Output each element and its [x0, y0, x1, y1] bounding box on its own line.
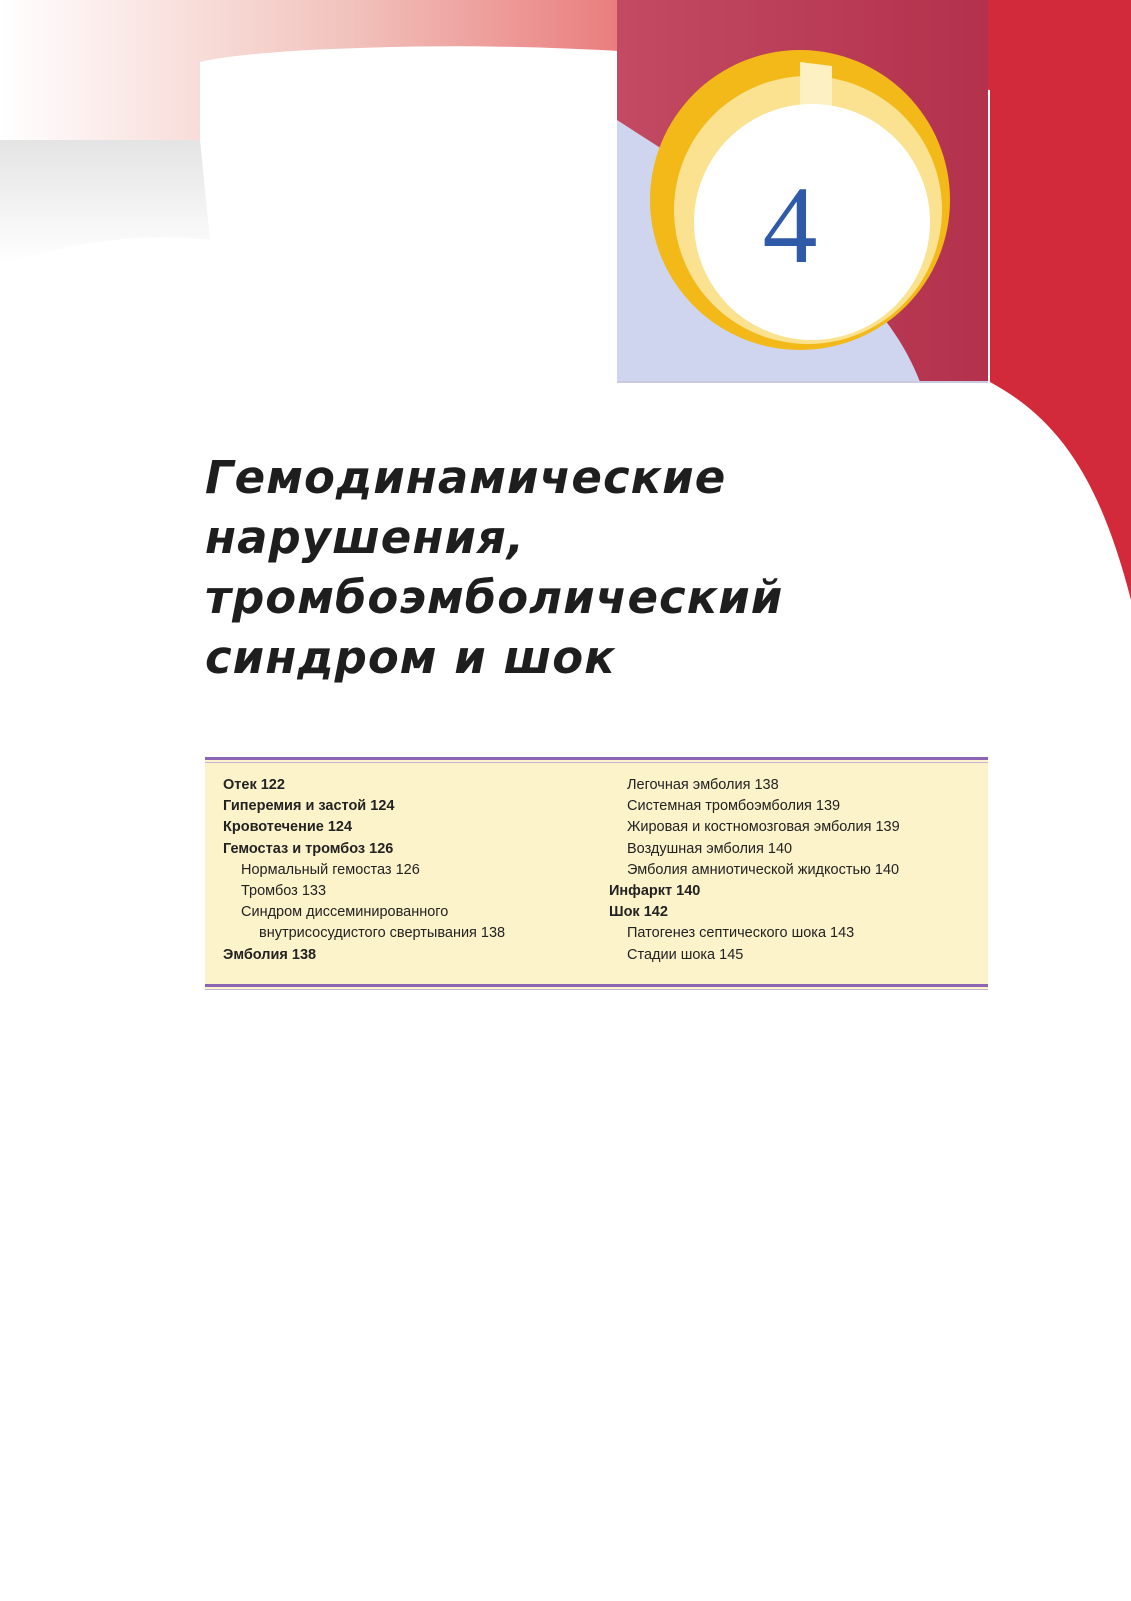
toc-right-column: [609, 775, 900, 966]
toc-subsection: Воздушная эмболия 140: [627, 840, 793, 857]
chapter-title-line: Гемодинамические: [205, 451, 727, 504]
toc-bottom-rule: [205, 984, 988, 987]
toc-section: Кровотечение 124: [223, 819, 353, 836]
toc-subsection: Синдром диссеминированного: [241, 904, 449, 921]
toc-subsection: Патогенез септического шока 143: [627, 925, 855, 942]
red-right-band: [990, 0, 1131, 600]
toc-section: Отек 122: [223, 777, 285, 793]
toc-subsection-continuation: внутрисосудистого свертывания 138: [259, 925, 506, 942]
toc-top-rule: [205, 757, 988, 760]
chapter-title-line: синдром и шок: [205, 631, 616, 684]
toc-subsection: Стадии шока 145: [627, 946, 744, 963]
toc-section: Эмболия 138: [223, 946, 317, 963]
toc-subsection: Эмболия амниотической жидкостью 140: [627, 861, 900, 878]
chapter-title: [205, 448, 783, 688]
header-shadow: [0, 140, 210, 265]
toc-subsection: Нормальный гемостаз 126: [241, 861, 420, 878]
toc-subsection: Легочная эмболия 138: [627, 777, 779, 793]
toc-section: Гемостаз и тромбоз 126: [223, 840, 394, 857]
chapter-number: 4: [762, 164, 818, 286]
chapter-title-line: нарушения,: [205, 511, 525, 564]
toc-section: Гиперемия и застой 124: [223, 798, 395, 815]
toc-left-column: [223, 775, 505, 966]
toc-section: Инфаркт 140: [609, 883, 701, 900]
toc-subsection: Системная тромбоэмболия 139: [627, 798, 841, 815]
toc-section: Шок 142: [609, 904, 668, 921]
toc-subsection: Жировая и костномозговая эмболия 139: [627, 819, 900, 836]
toc-subsection: Тромбоз 133: [241, 883, 327, 900]
chapter-title-line: тромбоэмболический: [205, 571, 784, 624]
